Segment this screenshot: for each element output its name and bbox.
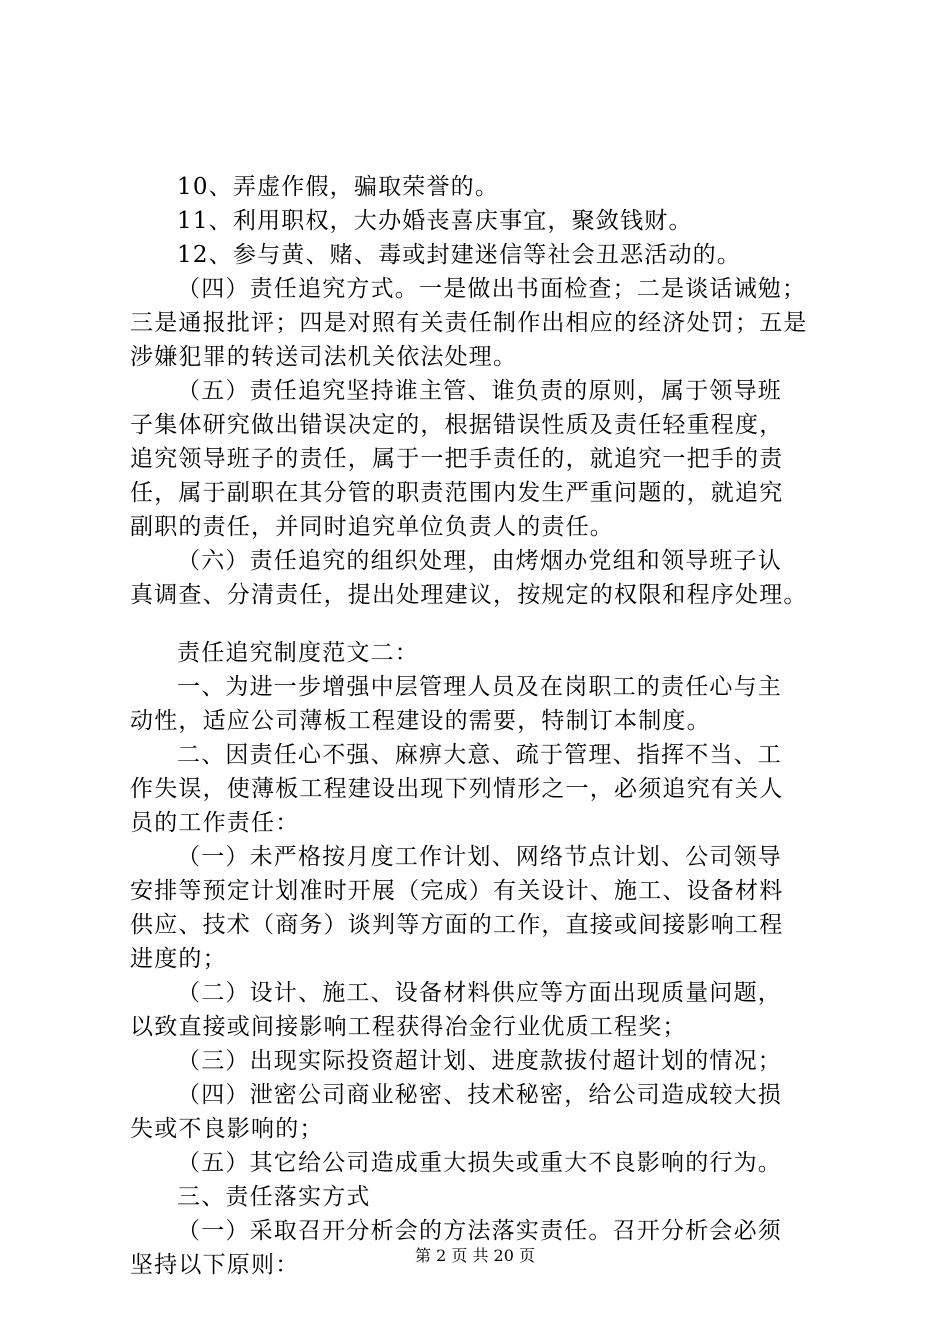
- paragraph-line: 任，属于副职在其分管的职责范围内发生严重问题的，就追究: [130, 480, 784, 506]
- paragraph-line: （一）采取召开分析会的方法落实责任。召开分析会必须: [177, 1218, 782, 1244]
- paragraph-line: 真调查、分清责任，提出处理建议，按规定的权限和程序处理。: [130, 582, 808, 608]
- paragraph-line: 10、弄虚作假，骗取荣誉的。: [177, 174, 500, 200]
- paragraph-line: 动性，适应公司薄板工程建设的需要，特制订本制度。: [130, 708, 711, 734]
- paragraph-line: （三）出现实际投资超计划、进度款拔付超计划的情况；: [177, 1048, 782, 1074]
- paragraph-line: 失或不良影响的；: [130, 1116, 324, 1142]
- paragraph-line: 进度的；: [130, 946, 227, 972]
- paragraph-line: 三是通报批评；四是对照有关责任制作出相应的经济处罚；五是: [130, 310, 808, 336]
- paragraph-line: 供应、技术（商务）谈判等方面的工作，直接或间接影响工程: [130, 912, 784, 938]
- paragraph-line: （五）其它给公司造成重大损失或重大不良影响的行为。: [177, 1150, 782, 1176]
- section-heading: 责任追究制度范文二：: [177, 640, 419, 666]
- paragraph-line: （二）设计、施工、设备材料供应等方面出现质量问题，: [177, 980, 782, 1006]
- paragraph-line: （一）未严格按月度工作计划、网络节点计划、公司领导: [177, 844, 782, 870]
- paragraph-line: （四）泄密公司商业秘密、技术秘密，给公司造成较大损: [177, 1082, 782, 1108]
- page-number-footer: 第 2 页 共 20 页: [415, 1246, 535, 1265]
- paragraph-line: 坚持以下原则：: [130, 1252, 300, 1278]
- paragraph-line: 员的工作责任：: [130, 810, 300, 836]
- paragraph-line: 作失误，使薄板工程建设出现下列情形之一，必须追究有关人: [130, 776, 784, 802]
- paragraph-line: 涉嫌犯罪的转送司法机关依法处理。: [130, 344, 518, 370]
- paragraph-line: 一、为进一步增强中层管理人员及在岗职工的责任心与主: [177, 674, 782, 700]
- document-body: [130, 170, 850, 1282]
- paragraph-line: （四）责任追究方式。一是做出书面检查；二是谈话诫勉；: [177, 276, 807, 302]
- paragraph-line: 副职的责任，并同时追究单位负责人的责任。: [130, 514, 614, 540]
- paragraph-line: （五）责任追究坚持谁主管、谁负责的原则，属于领导班: [177, 378, 782, 404]
- paragraph-line: 追究领导班子的责任，属于一把手责任的，就追究一把手的责: [130, 446, 784, 472]
- paragraph-line: 三、责任落实方式: [177, 1184, 371, 1210]
- paragraph-line: 以致直接或间接影响工程获得冶金行业优质工程奖；: [130, 1014, 687, 1040]
- paragraph-line: 12、参与黄、赌、毒或封建迷信等社会丑恶活动的。: [177, 242, 742, 268]
- paragraph-line: （六）责任追究的组织处理，由烤烟办党组和领导班子认: [177, 548, 782, 574]
- paragraph-line: 二、因责任心不强、麻痹大意、疏于管理、指挥不当、工: [177, 742, 782, 768]
- paragraph-line: 安排等预定计划准时开展（完成）有关设计、施工、设备材料: [130, 878, 784, 904]
- paragraph-line: 11、利用职权，大办婚丧喜庆事宜，聚敛钱财。: [177, 208, 693, 234]
- section-gap: [130, 612, 850, 636]
- paragraph-line: 子集体研究做出错误决定的，根据错误性质及责任轻重程度，: [130, 412, 784, 438]
